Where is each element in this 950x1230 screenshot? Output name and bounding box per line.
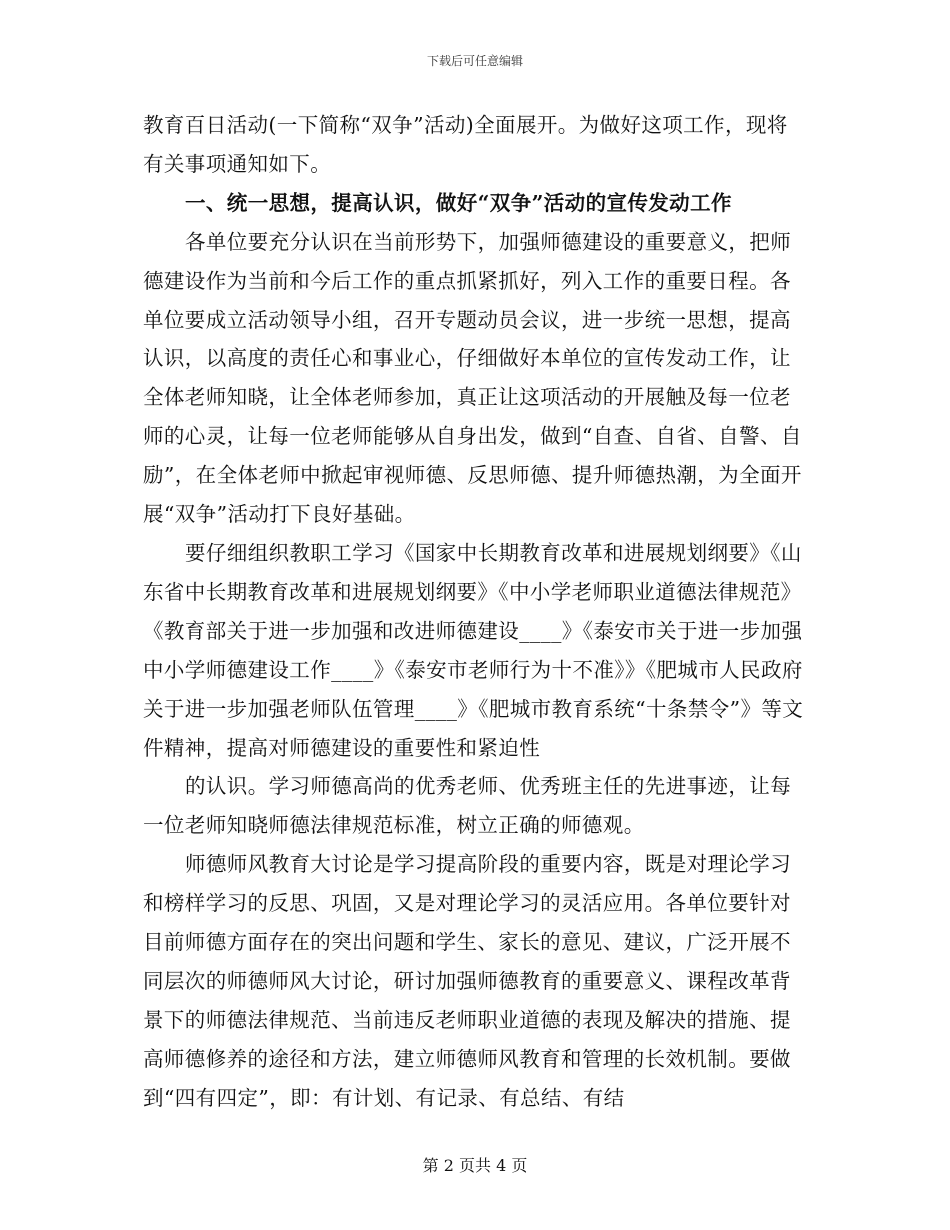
paragraph-intro: 教育百日活动(一下简称“双争”活动)全面展开。为做好这项工作，现将有关事项通知如下。 (143, 113, 788, 176)
page-header-note: 下载后可任意编辑 (426, 54, 523, 68)
section-heading-1: 一、统一思想，提高认识，做好“双争”活动的宣传发动工作 (185, 190, 732, 215)
paragraph-discussion: 师德师风教育大讨论是学习提高阶段的重要内容，既是对理论学习和榜样学习的反思、巩固，又是对理论学习的灵活应用。各单位要针对目前师德方面存在的突出问题和学生、家长的意见、建议，广泛开展不同层次的师德师风大讨论，研讨加强师德教育的重要意义、课程改革背景下的师德法律规范、当前违反老师职业道德的表现及解决的措施、提高师德修养的途径和方法，建立师德师风教育和管理的长效机制。要做到“四有四定”，即：有计划、有记录、有总结、有结 (143, 852, 792, 1110)
paragraph-recognition: 的认识。学习师德高尚的优秀老师、优秀班主任的先进事迹，让每一位老师知晓师德法律规范标准，树立正确的师德观。 (143, 774, 792, 838)
page-number: 第 2 页共 4 页 (422, 1156, 528, 1175)
paragraph-study-documents: 要仔细组织教职工学习《国家中长期教育改革和进展规划纲要》《山东省中长期教育改革和进展规划纲要》《中小学老师职业道德法律规范》《教育部关于进一步加强和改进师德建设____》《泰安市关于进一步加强中小学师德建设工作____》《泰安市老师行为十不准》》《肥城市人民政府关于进一步加强老师队伍管理____》《肥城市教育系统“十条禁令”》等文件精神，提高对师德建设的重要性和紧迫性 (143, 540, 804, 760)
document-body (143, 106, 807, 1118)
paragraph-publicity: 各单位要充分认识在当前形势下，加强师德建设的重要意义，把师德建设作为当前和今后工作的重点抓紧抓好，列入工作的重要日程。各单位要成立活动领导小组，召开专题动员会议，进一步统一思想，提高认识，以高度的责任心和事业心，仔细做好本单位的宣传发动工作，让全体老师知晓，让全体老师参加，真正让这项活动的开展触及每一位老师的心灵，让每一位老师能够从自身出发，做到“自查、自省、自警、自励”，在全体老师中掀起审视师德、反思师德、提升师德热潮，为全面开展“双争”活动打下良好基础。 (143, 229, 802, 527)
